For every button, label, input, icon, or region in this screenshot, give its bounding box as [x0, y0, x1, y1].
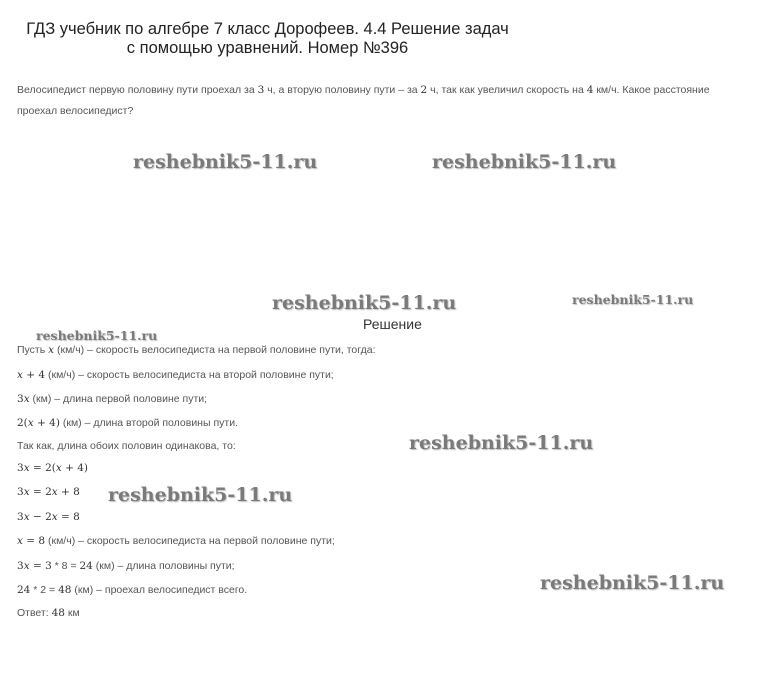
page-title-line-2: с помощью уравнений. Номер №396 — [126, 39, 409, 57]
problem-number-2: 2 — [420, 84, 428, 96]
math-expr: 3 — [17, 511, 24, 523]
page-title — [0, 20, 535, 58]
text: (км) – длина второй половины пути. — [59, 417, 238, 429]
math — [17, 535, 45, 547]
problem-text-3: ч, так как увеличил скорость на — [427, 84, 587, 96]
math-var: x — [23, 393, 30, 405]
text: (км) – проехал велосипедист всего. — [71, 584, 248, 596]
watermark-logo: reshebnik5-11.ru — [572, 292, 694, 307]
math-expr: 3 — [17, 486, 24, 498]
math-expr: = 8 — [22, 535, 46, 547]
solution-line-3 — [17, 393, 207, 405]
problem-number-3: 4 — [586, 84, 594, 96]
math-expr: 2( — [17, 417, 28, 429]
answer-line — [17, 607, 80, 619]
math-var: x — [48, 344, 55, 356]
text: (км/ч) – скорость велосипедиста на второй половине пути; — [45, 369, 334, 381]
equation-3 — [17, 511, 80, 523]
math-expr: = 3 — [29, 560, 52, 572]
watermark-logo: reshebnik5-11.ru — [409, 432, 594, 454]
solution-line-10 — [17, 560, 235, 572]
text: Пусть — [17, 344, 49, 356]
math-expr: 3 — [17, 462, 24, 474]
text: (км/ч) – скорость велосипедиста на первой половине пути, тогда: — [54, 344, 376, 356]
solution-line-4 — [17, 417, 238, 429]
math-expr: = 2( — [29, 462, 56, 474]
text: * 8 = — [51, 560, 80, 572]
math-var: x — [27, 417, 34, 429]
answer-value: 48 — [51, 607, 65, 619]
math-expr: = 2 — [29, 486, 52, 498]
math-var: x — [51, 511, 58, 523]
math-expr: = 8 — [57, 511, 80, 523]
solution-line-2 — [17, 369, 334, 381]
math-expr: 24 — [79, 560, 93, 572]
watermark-logo: reshebnik5-11.ru — [540, 572, 725, 594]
math-expr: + 4) — [61, 462, 89, 474]
problem-number-1: 3 — [257, 84, 265, 96]
text: (км/ч) – скорость велосипедиста на первой половине пути; — [45, 535, 335, 547]
watermark-logo: reshebnik5-11.ru — [272, 292, 457, 314]
math-expr: + 8 — [57, 486, 80, 498]
page-title-line-1: ГДЗ учебник по алгебре 7 класс Дорофеев. 4.4 Решение задач — [26, 20, 509, 38]
problem-text-4: км/ч. Какое расстояние проехал велосипедист? — [17, 84, 710, 117]
math — [17, 393, 30, 405]
equation-2 — [17, 486, 80, 498]
math-expr: + 4 — [22, 369, 46, 381]
math-expr: 3 — [17, 560, 24, 572]
solution-line-5: Так как, длина обоих половин одинакова, то: — [17, 440, 236, 452]
math-var: x — [23, 560, 30, 572]
watermark-logo: reshebnik5-11.ru — [432, 151, 617, 173]
answer-label: Ответ: — [17, 607, 52, 619]
solution-line-9 — [17, 535, 335, 547]
math-var: x — [23, 511, 30, 523]
math-expr: + 4) — [33, 417, 60, 429]
text: (км) – длина половины пути; — [92, 560, 235, 572]
math-expr: 3 — [17, 393, 24, 405]
math-var: x — [17, 535, 23, 547]
math-var: x — [17, 369, 23, 381]
solution-heading: Решение — [363, 316, 422, 332]
math-var: x — [55, 462, 62, 474]
equation-1 — [17, 462, 88, 474]
text: * 2 = — [30, 584, 59, 596]
answer-unit: км — [64, 607, 80, 619]
math — [17, 369, 45, 381]
problem-text-2: ч, а вторую половину пути – за — [264, 84, 421, 96]
text: (км) – длина первой половине пути; — [29, 393, 208, 405]
math — [17, 417, 60, 429]
math-expr: − 2 — [29, 511, 52, 523]
watermark-logo: reshebnik5-11.ru — [36, 328, 158, 343]
math-var: x — [23, 462, 30, 474]
problem-statement — [17, 80, 747, 122]
math-expr: 24 — [17, 584, 31, 596]
math-var: x — [23, 486, 30, 498]
solution-line-11 — [17, 584, 247, 596]
watermark-logo: reshebnik5-11.ru — [108, 484, 293, 506]
math — [17, 560, 52, 572]
math-expr: 48 — [58, 584, 72, 596]
solution-line-1 — [17, 344, 376, 356]
watermark-logo: reshebnik5-11.ru — [133, 151, 318, 173]
problem-text-1: Велосипедист первую половину пути проехал за — [17, 84, 258, 96]
math-var: x — [51, 486, 58, 498]
